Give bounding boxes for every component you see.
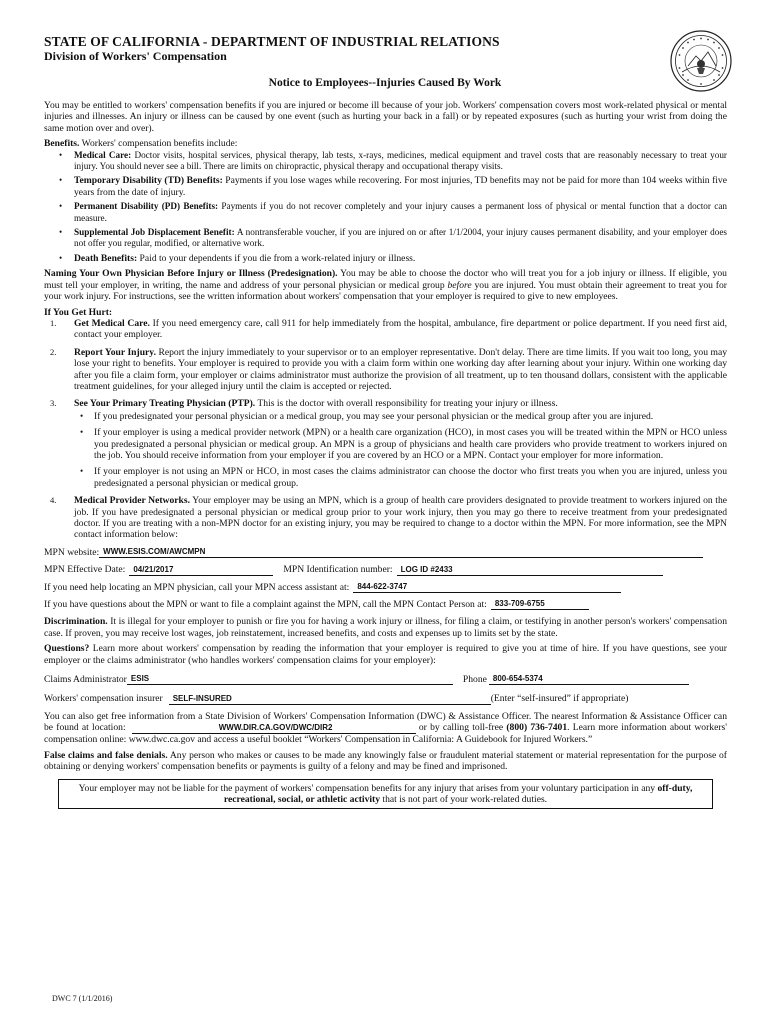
hurt-step — [44, 318, 727, 341]
claims-admin-field[interactable]: ESIS — [127, 674, 453, 685]
false-claims-text: Any person who makes or causes to be made any knowingly false or fraudulent material statement or material representation for the purpose of obtaining or denying workers' compensation benefits or payments is guilty of a felony and may be fined and imprisoned. — [44, 749, 727, 773]
ptp-subitem: • If your employer is using a medical provider network (MPN) or a health care organization (HCO), in most cases you will be treated within the MPN or HCO unless you predesignated a personal physician or medical group. An MPN is a group of physicians and health care providers who provide treatment to workers injured on the job. You should receive information from your employer if you are covered by an HCO or a MPN. Contact your employer for more information. — [74, 427, 727, 461]
agency-header: STATE OF CALIFORNIA - DEPARTMENT OF INDUSTRIAL RELATIONS — [44, 34, 500, 49]
mpn-website-row — [44, 547, 727, 558]
mpn-contact-label: If you have questions about the MPN or want to file a complaint against the MPN, call the MPN Contact Person at: — [44, 599, 487, 611]
step-text: Report the injury immediately to your supervisor or to an employer representative. Don't delay. There are time limits. If you wait too long, you may lose your right to benefits. Your employer is required to provide you with a claim form within one working day after learning about your injury. Within one working day after you file a claim form, your employer or claims administrator must authorize the provision of all treatment, up to ten thousand dollars, consistent with the applicable treatment guidelines, for your alleged injury until the claim is accepted or rejected. — [74, 346, 727, 392]
step-number: 3. — [50, 398, 57, 409]
mpn-effective-field[interactable]: 04/21/2017 — [129, 565, 273, 576]
claims-admin-label: Claims Administrator — [44, 674, 127, 686]
predesignation-text: you are injured. You must obtain their agreement to treat you for your work injury. For instructions, see the written information about workers' compensation that your employer is required to give to new employees. — [44, 279, 727, 303]
dwc-phone: (800) 736-7401 — [506, 722, 568, 734]
benefit-term: Death Benefits: — [74, 252, 138, 264]
notice-emphasis: off-duty, recreational, social, or athletic activity — [223, 782, 693, 805]
benefits-heading: Benefits. — [44, 138, 80, 150]
notice-title: Notice to Employees--Injuries Caused By Work — [268, 77, 502, 89]
dwc-paragraph — [44, 711, 727, 746]
step-term: Get Medical Care. — [74, 317, 150, 329]
voluntary-activity-notice — [58, 779, 713, 810]
division-header: Division of Workers' Compensation — [44, 49, 227, 63]
benefit-text: Doctor visits, hospital services, physical therapy, lab tests, x-rays, medicines, medical equipment and travel costs that are reasonably necessary to treat your injury. You should never see a bill. There are limits on chiropractic, physical therapy and occupational therapy visits. — [74, 149, 727, 172]
false-claims-heading: False claims and false denials. — [44, 749, 168, 761]
mpn-contact-field[interactable]: 833-709-6755 — [491, 599, 589, 610]
if-hurt-heading: If You Get Hurt: — [44, 306, 113, 318]
mpn-effective-label: MPN Effective Date: — [44, 564, 126, 576]
predesignation-text: You may be able to choose the doctor who will treat you for a job injury or illness. If eligible, you must tell your employer, in writing, the name and address of your personal physician or medical group — [44, 268, 727, 291]
step-text: Your employer may be using an MPN, which is a group of health care providers designated to provide treatment to workers injured on the job. If you have predesignated a personal physician or medical group prior to your work injury, then you may go there to receive treatment from your predesignated doctor. If you are treating with a non-MPN doctor for an existing injury, you may be required to change to a doctor within the MPN. For more information, see the MPN contact information below: — [74, 495, 728, 541]
notice-text: that is not part of your work-related duties. — [380, 793, 548, 805]
hurt-step — [44, 495, 727, 541]
mpn-date-row — [44, 564, 727, 575]
benefit-term: Permanent Disability (PD) Benefits: — [74, 201, 219, 212]
benefit-text: A nontransferable voucher, if you are injured on or after 1/1/2004, your injury causes permanent disability, and your employer does not offer you regular, modified, or alternative work. — [74, 227, 727, 249]
benefit-item — [44, 227, 727, 250]
notice-body — [44, 100, 727, 809]
insurer-note: (Enter “self-insured” if appropriate) — [490, 693, 629, 705]
hurt-step — [44, 398, 727, 489]
step-text: This is the doctor with overall responsibility for treating your injury or illness. — [255, 398, 558, 410]
benefit-term: Supplemental Job Displacement Benefit: — [74, 227, 235, 238]
dwc-text: You can also get free information from a State Division of Workers' Compensation Information (DWC) & Assistance Officer. The nearest Information & Assistance Officer can be found at location: — [44, 710, 727, 734]
benefits-section — [44, 138, 727, 149]
discrimination-text: It is illegal for your employer to punish or fire you for having a work injury or illness, for filing a claim, or testifying in another person's workers' compensation case. If proven, you may receive lost wages, job reinstatement, increased benefits, and costs and expenses up to limits set by the state. — [44, 616, 727, 639]
step-number: 4. — [50, 495, 57, 506]
benefit-text: Payments if you do not recover completely and your injury causes a permanent loss of physical or mental function that a doctor can measure. — [74, 201, 727, 223]
insurer-row — [44, 693, 727, 704]
claims-phone-label: Phone — [462, 674, 487, 686]
mpn-website-label: MPN website: — [44, 546, 100, 558]
step-term: See Your Primary Treating Physician (PTP). — [74, 398, 256, 410]
step-number: 1. — [50, 317, 57, 328]
benefits-lead: Workers' compensation benefits include: — [79, 138, 238, 150]
dwc-text: by calling toll-free — [430, 722, 507, 734]
step-term: Report Your Injury. — [74, 346, 156, 358]
dwc-text: . Learn more information about workers' compensation online: www.dwc.ca.gov and access a useful booklet “Workers' Compensation in California: A Guidebook for Injured Workers.” — [44, 722, 727, 746]
step-number: 2. — [50, 346, 57, 357]
benefit-item — [44, 253, 727, 264]
benefit-term: Temporary Disability (TD) Benefits: — [74, 175, 223, 187]
benefit-text: Paid to your dependents if you die from a work-related injury or illness. — [137, 252, 416, 264]
insurer-label: Workers' compensation insurer — [44, 693, 163, 705]
notice-text: Your employer may not be liable for the payment of workers' compensation benefits for any injury that arises from your voluntary participation in any — [78, 782, 658, 794]
benefit-item — [44, 201, 727, 224]
form-number: DWC 7 (1/1/2016) — [52, 994, 113, 1003]
mpn-id-field[interactable]: LOG ID #2433 — [397, 565, 663, 576]
ptp-subitem: • If your employer is not using an MPN or HCO, in most cases the claims administrator can choose the doctor who first treats you when you are injured, unless you predesignated a personal physician or medical group. — [74, 466, 727, 489]
questions-paragraph — [44, 643, 727, 666]
questions-text: Learn more about workers' compensation by reading the information that your employer is required to give you at time of hire. If you have questions, see your employer or the claims administrator (who handles workers' compensation claims for your employer): — [44, 643, 727, 666]
predesignation-heading: Naming Your Own Physician Before Injury or Illness (Predesignation). — [44, 268, 338, 280]
hurt-step — [44, 347, 727, 393]
dwc-location-field[interactable]: WWW.DIR.CA.GOV/DWC/DIR2 — [132, 723, 416, 734]
mpn-access-row — [44, 582, 727, 593]
predesignation-emphasis: before — [447, 279, 472, 291]
intro-paragraph: You may be entitled to workers' compensation benefits if you are injured or become ill because of your job. Workers' compensation covers most work-related physical or mental injuries and illnesses. An injury or illness can be caused by one event (such as hurting your back in a fall) or by repeated exposures (such as hurting your wrist from doing the same motion over and over). — [44, 100, 727, 134]
mpn-id-label: MPN Identification number: — [283, 564, 393, 576]
benefit-text: Payments if you lose wages while recovering. For most injuries, TD benefits may not be paid for more than 104 weeks within five years from the date of injury. — [74, 175, 727, 198]
mpn-contact-row — [44, 599, 727, 610]
claims-phone-field[interactable]: 800-654-5374 — [489, 674, 689, 685]
false-claims-paragraph — [44, 750, 727, 773]
ptp-sublist — [74, 411, 727, 489]
benefits-list — [44, 150, 727, 265]
discrimination-heading: Discrimination. — [44, 616, 108, 628]
mpn-website-field[interactable]: WWW.ESIS.COM/AWCMPN — [99, 547, 703, 558]
benefit-item — [44, 175, 727, 198]
questions-heading: Questions? — [44, 643, 90, 655]
predesignation-paragraph — [44, 268, 727, 302]
benefit-term: Medical Care: — [74, 149, 132, 160]
ptp-subitem: • If you predesignated your personal physician or a medical group, you may see your personal physician or the medical group after you are injured. — [74, 411, 727, 422]
if-hurt-list — [44, 318, 727, 541]
discrimination-paragraph — [44, 616, 727, 639]
benefit-item — [44, 150, 727, 173]
mpn-access-field[interactable]: 844-622-3747 — [353, 582, 621, 593]
dwc-or: or — [418, 722, 427, 734]
mpn-access-label: If you need help locating an MPN physician, call your MPN access assistant at: — [44, 581, 350, 593]
claims-admin-row — [44, 674, 727, 685]
insurer-field[interactable]: SELF-INSURED — [169, 694, 491, 705]
step-text: If you need emergency care, call 911 for help immediately from the hospital, ambulance, fire department or police department. If you need first aid, contact your employer. — [74, 317, 727, 341]
step-term: Medical Provider Networks. — [74, 495, 190, 507]
